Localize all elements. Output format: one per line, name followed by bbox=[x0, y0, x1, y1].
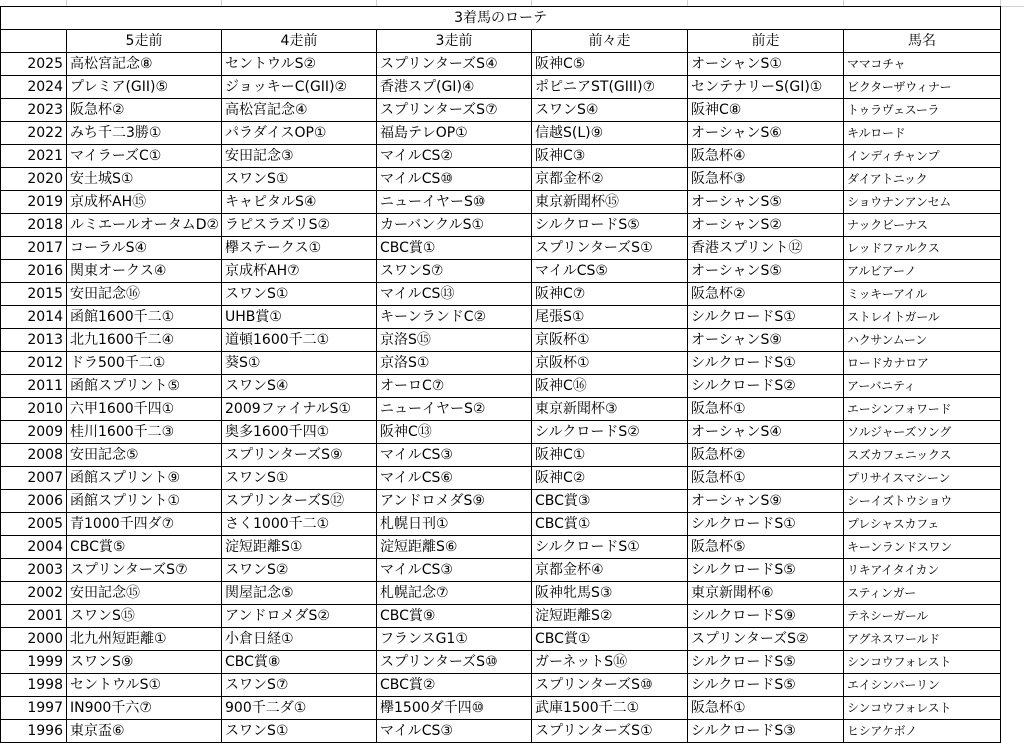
last-run-cell[interactable]: 阪急杯④ bbox=[688, 145, 844, 168]
four-runs-ago-cell[interactable]: ジョッキーC(GII)② bbox=[222, 76, 377, 99]
table-row bbox=[1, 306, 1001, 329]
last-run-cell[interactable]: オーシャンS⑨ bbox=[688, 490, 844, 513]
table-row bbox=[1, 490, 1001, 513]
year-cell[interactable]: 2002 bbox=[1, 582, 67, 605]
table-row bbox=[1, 582, 1001, 605]
last-run-cell[interactable]: シルクロードS① bbox=[688, 513, 844, 536]
horse-name-cell[interactable]: エーシンフォワード bbox=[844, 398, 1001, 421]
five-runs-ago-cell[interactable]: プレミア(GII)⑤ bbox=[67, 76, 222, 99]
four-runs-ago-cell[interactable]: 安田記念③ bbox=[222, 145, 377, 168]
two-runs-ago-cell[interactable]: シルクロードS② bbox=[532, 421, 688, 444]
table-row bbox=[1, 237, 1001, 260]
three-runs-ago-cell[interactable]: マイルCS⑩ bbox=[377, 168, 532, 191]
five-runs-ago-cell[interactable]: 安田記念⑤ bbox=[67, 444, 222, 467]
two-runs-ago-cell[interactable]: 阪神C⑯ bbox=[532, 375, 688, 398]
header-cell-4-runs-ago[interactable]: 4走前 bbox=[222, 30, 377, 53]
year-cell[interactable]: 2007 bbox=[1, 467, 67, 490]
last-run-cell[interactable]: 阪神C⑧ bbox=[688, 99, 844, 122]
year-cell[interactable]: 2015 bbox=[1, 283, 67, 306]
table-row bbox=[1, 398, 1001, 421]
three-runs-ago-cell[interactable]: マイルCS② bbox=[377, 145, 532, 168]
last-run-cell[interactable]: 阪急杯③ bbox=[688, 168, 844, 191]
table-row bbox=[1, 559, 1001, 582]
year-cell[interactable]: 2018 bbox=[1, 214, 67, 237]
horse-name-cell[interactable]: スズカフェニックス bbox=[844, 444, 1001, 467]
two-runs-ago-cell[interactable]: シルクロードS① bbox=[532, 536, 688, 559]
horse-name-cell[interactable]: ストレイトガール bbox=[844, 306, 1001, 329]
year-cell[interactable]: 1996 bbox=[1, 720, 67, 743]
horse-name-cell[interactable]: エイシンバーリン bbox=[844, 674, 1001, 697]
five-runs-ago-cell[interactable]: 安土城S① bbox=[67, 168, 222, 191]
horse-name-cell[interactable]: ロードカナロア bbox=[844, 352, 1001, 375]
five-runs-ago-cell[interactable]: みち千二3勝① bbox=[67, 122, 222, 145]
five-runs-ago-cell[interactable]: 安田記念⑮ bbox=[67, 582, 222, 605]
header-row bbox=[1, 30, 1001, 53]
table-row bbox=[1, 99, 1001, 122]
last-run-cell[interactable]: シルクロードS① bbox=[688, 306, 844, 329]
four-runs-ago-cell[interactable]: セントウルS② bbox=[222, 53, 377, 76]
five-runs-ago-cell[interactable]: 桂川1600千二③ bbox=[67, 421, 222, 444]
three-runs-ago-cell[interactable]: 香港スプ(GI)④ bbox=[377, 76, 532, 99]
three-runs-ago-cell[interactable]: 札幌記念⑦ bbox=[377, 582, 532, 605]
three-runs-ago-cell[interactable]: スワンS⑦ bbox=[377, 260, 532, 283]
table-row bbox=[1, 260, 1001, 283]
horse-name-cell[interactable]: リキアイタイカン bbox=[844, 559, 1001, 582]
two-runs-ago-cell[interactable]: 阪神C① bbox=[532, 444, 688, 467]
five-runs-ago-cell[interactable]: 阪急杯② bbox=[67, 99, 222, 122]
five-runs-ago-cell[interactable]: IN900千六⑦ bbox=[67, 697, 222, 720]
last-run-cell[interactable]: オーシャンS⑤ bbox=[688, 260, 844, 283]
four-runs-ago-cell[interactable]: スワンS① bbox=[222, 168, 377, 191]
three-runs-ago-cell[interactable]: アンドロメダS⑨ bbox=[377, 490, 532, 513]
year-cell[interactable]: 2023 bbox=[1, 99, 67, 122]
year-cell[interactable]: 2011 bbox=[1, 375, 67, 398]
horse-name-cell[interactable]: スティンガー bbox=[844, 582, 1001, 605]
table-row bbox=[1, 697, 1001, 720]
table-row bbox=[1, 214, 1001, 237]
last-run-cell[interactable]: シルクロードS③ bbox=[688, 720, 844, 743]
five-runs-ago-cell[interactable]: 函館スプリント⑨ bbox=[67, 467, 222, 490]
title-row bbox=[1, 7, 1001, 30]
table-row bbox=[1, 651, 1001, 674]
last-run-cell[interactable]: 阪急杯② bbox=[688, 283, 844, 306]
year-cell[interactable]: 2021 bbox=[1, 145, 67, 168]
last-run-cell[interactable]: 阪急杯① bbox=[688, 398, 844, 421]
five-runs-ago-cell[interactable]: マイラーズC① bbox=[67, 145, 222, 168]
five-runs-ago-cell[interactable]: 六甲1600千四① bbox=[67, 398, 222, 421]
two-runs-ago-cell[interactable]: 阪神C⑦ bbox=[532, 283, 688, 306]
header-cell-2-runs-ago[interactable]: 前々走 bbox=[532, 30, 688, 53]
year-cell[interactable]: 2022 bbox=[1, 122, 67, 145]
four-runs-ago-cell[interactable]: 京成杯AH⑦ bbox=[222, 260, 377, 283]
last-run-cell[interactable]: 阪急杯② bbox=[688, 444, 844, 467]
three-runs-ago-cell[interactable]: ニューイヤーS⑩ bbox=[377, 191, 532, 214]
year-cell[interactable]: 2025 bbox=[1, 53, 67, 76]
four-runs-ago-cell[interactable]: さく1000千二① bbox=[222, 513, 377, 536]
two-runs-ago-cell[interactable]: スワンS④ bbox=[532, 99, 688, 122]
horse-name-cell[interactable]: キルロード bbox=[844, 122, 1001, 145]
four-runs-ago-cell[interactable]: 関屋記念⑤ bbox=[222, 582, 377, 605]
five-runs-ago-cell[interactable]: コーラルS④ bbox=[67, 237, 222, 260]
year-cell[interactable]: 2000 bbox=[1, 628, 67, 651]
three-runs-ago-cell[interactable]: 阪神C⑬ bbox=[377, 421, 532, 444]
last-run-cell[interactable]: オーシャンS⑨ bbox=[688, 329, 844, 352]
horse-name-cell[interactable]: プレシャスカフェ bbox=[844, 513, 1001, 536]
four-runs-ago-cell[interactable]: キャピタルS④ bbox=[222, 191, 377, 214]
three-runs-ago-cell[interactable]: CBC賞⑨ bbox=[377, 605, 532, 628]
four-runs-ago-cell[interactable]: スプリンターズS⑨ bbox=[222, 444, 377, 467]
last-run-cell[interactable]: シルクロードS① bbox=[688, 352, 844, 375]
three-runs-ago-cell[interactable]: フランスG1① bbox=[377, 628, 532, 651]
horse-name-cell[interactable]: ビクターザウィナー bbox=[844, 76, 1001, 99]
year-cell[interactable]: 2024 bbox=[1, 76, 67, 99]
horse-name-cell[interactable]: ナックビーナス bbox=[844, 214, 1001, 237]
three-runs-ago-cell[interactable]: カーバンクルS① bbox=[377, 214, 532, 237]
three-runs-ago-cell[interactable]: CBC賞② bbox=[377, 674, 532, 697]
five-runs-ago-cell[interactable]: 青1000千四ダ⑦ bbox=[67, 513, 222, 536]
four-runs-ago-cell[interactable]: スワンS④ bbox=[222, 375, 377, 398]
last-run-cell[interactable]: シルクロードS⑨ bbox=[688, 605, 844, 628]
three-runs-ago-cell[interactable]: マイルCS⑬ bbox=[377, 283, 532, 306]
horse-name-cell[interactable]: シンコウフォレスト bbox=[844, 651, 1001, 674]
four-runs-ago-cell[interactable]: UHB賞① bbox=[222, 306, 377, 329]
last-run-cell[interactable]: 香港スプリント⑫ bbox=[688, 237, 844, 260]
five-runs-ago-cell[interactable]: セントウルS① bbox=[67, 674, 222, 697]
table-row bbox=[1, 674, 1001, 697]
table-row bbox=[1, 283, 1001, 306]
horse-name-cell[interactable]: インディチャンプ bbox=[844, 145, 1001, 168]
header-cell-horse-name[interactable]: 馬名 bbox=[844, 30, 1001, 53]
four-runs-ago-cell[interactable]: スプリンターズS⑫ bbox=[222, 490, 377, 513]
five-runs-ago-cell[interactable]: 東京盃⑥ bbox=[67, 720, 222, 743]
five-runs-ago-cell[interactable]: CBC賞⑤ bbox=[67, 536, 222, 559]
horse-name-cell[interactable]: アルビアーノ bbox=[844, 260, 1001, 283]
four-runs-ago-cell[interactable]: 葵S① bbox=[222, 352, 377, 375]
three-runs-ago-cell[interactable]: マイルCS⑥ bbox=[377, 467, 532, 490]
two-runs-ago-cell[interactable]: 阪神C② bbox=[532, 467, 688, 490]
three-runs-ago-cell[interactable]: ニューイヤーS② bbox=[377, 398, 532, 421]
table-row bbox=[1, 375, 1001, 398]
year-cell[interactable]: 1999 bbox=[1, 651, 67, 674]
last-run-cell[interactable]: シルクロードS② bbox=[688, 375, 844, 398]
four-runs-ago-cell[interactable]: 欅ステークス① bbox=[222, 237, 377, 260]
four-runs-ago-cell[interactable]: スワンS① bbox=[222, 283, 377, 306]
four-runs-ago-cell[interactable]: パラダイスOP① bbox=[222, 122, 377, 145]
four-runs-ago-cell[interactable]: スワンS⑦ bbox=[222, 674, 377, 697]
table-row bbox=[1, 145, 1001, 168]
three-runs-ago-cell[interactable]: スプリンターズS⑦ bbox=[377, 99, 532, 122]
five-runs-ago-cell[interactable]: 北九1600千二④ bbox=[67, 329, 222, 352]
two-runs-ago-cell[interactable]: CBC賞③ bbox=[532, 490, 688, 513]
five-runs-ago-cell[interactable]: 函館1600千二① bbox=[67, 306, 222, 329]
horse-name-cell[interactable]: ハクサンムーン bbox=[844, 329, 1001, 352]
table-row bbox=[1, 720, 1001, 743]
four-runs-ago-cell[interactable]: 900千二ダ① bbox=[222, 697, 377, 720]
horse-name-cell[interactable]: テネシーガール bbox=[844, 605, 1001, 628]
two-runs-ago-cell[interactable]: 武庫1500千二① bbox=[532, 697, 688, 720]
two-runs-ago-cell[interactable]: 阪神C③ bbox=[532, 145, 688, 168]
horse-name-cell[interactable]: アグネスワールド bbox=[844, 628, 1001, 651]
horse-name-cell[interactable]: アーバニティ bbox=[844, 375, 1001, 398]
two-runs-ago-cell[interactable]: スプリンターズS⑩ bbox=[532, 674, 688, 697]
year-cell[interactable]: 2016 bbox=[1, 260, 67, 283]
five-runs-ago-cell[interactable]: 安田記念⑯ bbox=[67, 283, 222, 306]
table-row bbox=[1, 168, 1001, 191]
year-cell[interactable]: 2012 bbox=[1, 352, 67, 375]
five-runs-ago-cell[interactable]: 関東オークス④ bbox=[67, 260, 222, 283]
two-runs-ago-cell[interactable]: 阪神牝馬S③ bbox=[532, 582, 688, 605]
three-runs-ago-cell[interactable]: オーロC⑦ bbox=[377, 375, 532, 398]
horse-name-cell[interactable]: ママコチャ bbox=[844, 53, 1001, 76]
table-row bbox=[1, 122, 1001, 145]
table-row bbox=[1, 444, 1001, 467]
year-cell[interactable]: 2017 bbox=[1, 237, 67, 260]
two-runs-ago-cell[interactable]: 東京新聞杯③ bbox=[532, 398, 688, 421]
table-row bbox=[1, 513, 1001, 536]
three-runs-ago-cell[interactable]: マイルCS③ bbox=[377, 444, 532, 467]
four-runs-ago-cell[interactable]: ラピスラズリS② bbox=[222, 214, 377, 237]
three-runs-ago-cell[interactable]: スプリンターズS④ bbox=[377, 53, 532, 76]
five-runs-ago-cell[interactable]: 函館スプリント⑤ bbox=[67, 375, 222, 398]
four-runs-ago-cell[interactable]: 小倉日経① bbox=[222, 628, 377, 651]
last-run-cell[interactable]: 阪急杯① bbox=[688, 697, 844, 720]
four-runs-ago-cell[interactable]: スワンS① bbox=[222, 720, 377, 743]
table-row bbox=[1, 536, 1001, 559]
year-cell[interactable]: 2014 bbox=[1, 306, 67, 329]
four-runs-ago-cell[interactable]: スワンS② bbox=[222, 559, 377, 582]
table-row bbox=[1, 76, 1001, 99]
two-runs-ago-cell[interactable]: 淀短距離S② bbox=[532, 605, 688, 628]
year-cell[interactable]: 2004 bbox=[1, 536, 67, 559]
rotation-table bbox=[0, 6, 1001, 743]
three-runs-ago-cell[interactable]: 欅1500ダ千四⑩ bbox=[377, 697, 532, 720]
horse-name-cell[interactable]: キーンランドスワン bbox=[844, 536, 1001, 559]
three-runs-ago-cell[interactable]: キーンランドC② bbox=[377, 306, 532, 329]
three-runs-ago-cell[interactable]: CBC賞① bbox=[377, 237, 532, 260]
year-cell[interactable]: 1997 bbox=[1, 697, 67, 720]
four-runs-ago-cell[interactable]: 奥多1600千四① bbox=[222, 421, 377, 444]
four-runs-ago-cell[interactable]: 高松宮記念④ bbox=[222, 99, 377, 122]
table-row bbox=[1, 53, 1001, 76]
two-runs-ago-cell[interactable]: 京阪杯① bbox=[532, 329, 688, 352]
table-row bbox=[1, 605, 1001, 628]
two-runs-ago-cell[interactable]: 尾張S① bbox=[532, 306, 688, 329]
table-row bbox=[1, 352, 1001, 375]
last-run-cell[interactable]: シルクロードS⑤ bbox=[688, 674, 844, 697]
five-runs-ago-cell[interactable]: スワンS⑨ bbox=[67, 651, 222, 674]
five-runs-ago-cell[interactable]: 高松宮記念⑧ bbox=[67, 53, 222, 76]
two-runs-ago-cell[interactable]: マイルCS⑤ bbox=[532, 260, 688, 283]
two-runs-ago-cell[interactable]: スプリンターズS① bbox=[532, 720, 688, 743]
four-runs-ago-cell[interactable]: 淀短距離S① bbox=[222, 536, 377, 559]
year-cell[interactable]: 2006 bbox=[1, 490, 67, 513]
horse-name-cell[interactable]: シンコウフォレスト bbox=[844, 697, 1001, 720]
last-run-cell[interactable]: 東京新聞杯⑥ bbox=[688, 582, 844, 605]
header-cell-5-runs-ago[interactable]: 5走前 bbox=[67, 30, 222, 53]
five-runs-ago-cell[interactable]: 北九州短距離① bbox=[67, 628, 222, 651]
five-runs-ago-cell[interactable]: ドラ500千二① bbox=[67, 352, 222, 375]
two-runs-ago-cell[interactable]: 阪神C⑤ bbox=[532, 53, 688, 76]
last-run-cell[interactable]: オーシャンS② bbox=[688, 214, 844, 237]
three-runs-ago-cell[interactable]: マイルCS③ bbox=[377, 559, 532, 582]
last-run-cell[interactable]: オーシャンS⑤ bbox=[688, 191, 844, 214]
horse-name-cell[interactable]: ミッキーアイル bbox=[844, 283, 1001, 306]
year-cell[interactable]: 2001 bbox=[1, 605, 67, 628]
two-runs-ago-cell[interactable]: スプリンターズS① bbox=[532, 237, 688, 260]
three-runs-ago-cell[interactable]: 京洛S⑮ bbox=[377, 329, 532, 352]
horse-name-cell[interactable]: プリサイスマシーン bbox=[844, 467, 1001, 490]
five-runs-ago-cell[interactable]: 京成杯AH⑮ bbox=[67, 191, 222, 214]
table-title[interactable]: 3着馬のローテ bbox=[1, 7, 1001, 30]
horse-name-cell[interactable]: シーイズトウショウ bbox=[844, 490, 1001, 513]
three-runs-ago-cell[interactable]: 福島テレOP① bbox=[377, 122, 532, 145]
year-cell[interactable]: 2020 bbox=[1, 168, 67, 191]
year-cell[interactable]: 2005 bbox=[1, 513, 67, 536]
three-runs-ago-cell[interactable]: 淀短距離S⑥ bbox=[377, 536, 532, 559]
five-runs-ago-cell[interactable]: スワンS⑮ bbox=[67, 605, 222, 628]
two-runs-ago-cell[interactable]: 京阪杯① bbox=[532, 352, 688, 375]
two-runs-ago-cell[interactable]: ガーネットS⑯ bbox=[532, 651, 688, 674]
two-runs-ago-cell[interactable]: 信越S(L)⑨ bbox=[532, 122, 688, 145]
last-run-cell[interactable]: スプリンターズS② bbox=[688, 628, 844, 651]
four-runs-ago-cell[interactable]: CBC賞⑧ bbox=[222, 651, 377, 674]
year-cell[interactable]: 2013 bbox=[1, 329, 67, 352]
two-runs-ago-cell[interactable]: シルクロードS⑤ bbox=[532, 214, 688, 237]
last-run-cell[interactable]: オーシャンS⑥ bbox=[688, 122, 844, 145]
five-runs-ago-cell[interactable]: 函館スプリント① bbox=[67, 490, 222, 513]
five-runs-ago-cell[interactable]: スプリンターズS⑦ bbox=[67, 559, 222, 582]
last-run-cell[interactable]: 阪急杯⑤ bbox=[688, 536, 844, 559]
last-run-cell[interactable]: シルクロードS⑤ bbox=[688, 559, 844, 582]
last-run-cell[interactable]: センテナリーS(GI)① bbox=[688, 76, 844, 99]
four-runs-ago-cell[interactable]: 2009ファイナルS① bbox=[222, 398, 377, 421]
five-runs-ago-cell[interactable]: ルミエールオータムD② bbox=[67, 214, 222, 237]
horse-name-cell[interactable]: レッドファルクス bbox=[844, 237, 1001, 260]
two-runs-ago-cell[interactable]: 京都金杯④ bbox=[532, 559, 688, 582]
two-runs-ago-cell[interactable]: 東京新聞杯⑮ bbox=[532, 191, 688, 214]
three-runs-ago-cell[interactable]: 京洛S① bbox=[377, 352, 532, 375]
four-runs-ago-cell[interactable]: アンドロメダS② bbox=[222, 605, 377, 628]
last-run-cell[interactable]: シルクロードS⑤ bbox=[688, 651, 844, 674]
four-runs-ago-cell[interactable]: スワンS① bbox=[222, 467, 377, 490]
three-runs-ago-cell[interactable]: 札幌日刊① bbox=[377, 513, 532, 536]
table-row bbox=[1, 191, 1001, 214]
four-runs-ago-cell[interactable]: 道頓1600千二① bbox=[222, 329, 377, 352]
header-cell-year[interactable] bbox=[1, 30, 67, 53]
year-cell[interactable]: 2019 bbox=[1, 191, 67, 214]
two-runs-ago-cell[interactable]: CBC賞① bbox=[532, 513, 688, 536]
year-cell[interactable]: 2010 bbox=[1, 398, 67, 421]
year-cell[interactable]: 1998 bbox=[1, 674, 67, 697]
horse-name-cell[interactable]: ソルジャーズソング bbox=[844, 421, 1001, 444]
header-cell-3-runs-ago[interactable]: 3走前 bbox=[377, 30, 532, 53]
two-runs-ago-cell[interactable]: CBC賞① bbox=[532, 628, 688, 651]
table-row bbox=[1, 628, 1001, 651]
table-row bbox=[1, 329, 1001, 352]
three-runs-ago-cell[interactable]: マイルCS③ bbox=[377, 720, 532, 743]
horse-name-cell[interactable]: ダイアトニック bbox=[844, 168, 1001, 191]
year-cell[interactable]: 2009 bbox=[1, 421, 67, 444]
horse-name-cell[interactable]: ヒシアケボノ bbox=[844, 720, 1001, 743]
horse-name-cell[interactable]: ショウナンアンセム bbox=[844, 191, 1001, 214]
last-run-cell[interactable]: 阪急杯① bbox=[688, 467, 844, 490]
year-cell[interactable]: 2003 bbox=[1, 559, 67, 582]
table-row bbox=[1, 467, 1001, 490]
last-run-cell[interactable]: オーシャンS① bbox=[688, 53, 844, 76]
three-runs-ago-cell[interactable]: スプリンターズS⑩ bbox=[377, 651, 532, 674]
horse-name-cell[interactable]: トゥラヴェスーラ bbox=[844, 99, 1001, 122]
year-cell[interactable]: 2008 bbox=[1, 444, 67, 467]
last-run-cell[interactable]: オーシャンS④ bbox=[688, 421, 844, 444]
two-runs-ago-cell[interactable]: ポピニアST(GIII)⑦ bbox=[532, 76, 688, 99]
two-runs-ago-cell[interactable]: 京都金杯② bbox=[532, 168, 688, 191]
table-row bbox=[1, 421, 1001, 444]
header-cell-last-run[interactable]: 前走 bbox=[688, 30, 844, 53]
